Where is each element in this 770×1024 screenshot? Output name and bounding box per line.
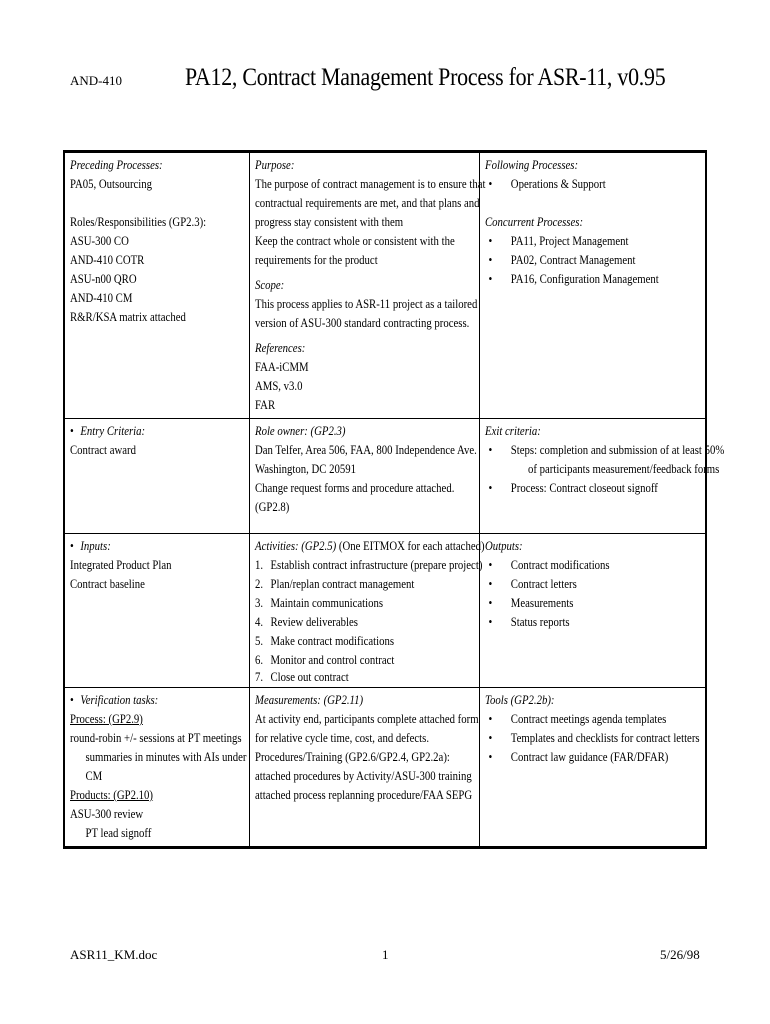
role-item: AND-410 CM: [70, 291, 133, 305]
concurrent-item: PA02, Contract Management: [510, 253, 636, 267]
list-item: [485, 251, 700, 270]
entry-label: Entry Criteria:: [80, 424, 146, 438]
entry-item: Contract award: [70, 443, 136, 457]
list-item: [485, 479, 700, 498]
products-label: Products: (GP2.10): [70, 788, 154, 802]
list-item: [485, 594, 700, 613]
products-line: ASU-300 review: [70, 807, 144, 821]
measurements-line: attached process replanning procedure/FAA SEPG: [254, 788, 473, 802]
activities-label: Activities: (GP2.5): [254, 539, 337, 553]
output-item: Status reports: [510, 615, 570, 629]
outputs-cell: [479, 534, 706, 688]
tools-label: Tools (GP2.2b):: [484, 693, 555, 707]
list-item: [485, 729, 700, 748]
references-label: References:: [254, 341, 306, 355]
process-line: CM: [85, 769, 103, 783]
input-item: Contract baseline: [70, 577, 145, 591]
bullet-icon: •: [488, 558, 492, 572]
preceding-item: PA05, Outsourcing: [70, 177, 153, 191]
bullet-icon: •: [488, 596, 492, 610]
following-label: Following Processes:: [484, 158, 578, 172]
list-item: 6. Monitor and control contract: [254, 653, 395, 667]
activity-item: Close out contract: [270, 670, 349, 684]
reference-item: FAR: [254, 398, 276, 412]
owner-line: Change request forms and procedure attached.: [254, 481, 455, 495]
exit-item-continued: of participants measurement/feedback forms: [527, 462, 720, 476]
bullet-icon: •: [488, 272, 492, 286]
purpose-line: The purpose of contract management is to ensure that: [254, 177, 486, 191]
measurements-label: Measurements: (GP2.11): [254, 693, 363, 707]
owner-line: (GP2.8): [254, 500, 290, 514]
footer-page-number: 1: [382, 947, 389, 962]
bullet-icon: •: [488, 177, 492, 191]
list-item: [485, 175, 700, 194]
tools-cell: [479, 688, 706, 848]
roles-label: Roles/Responsibilities (GP2.3):: [70, 215, 207, 229]
products-line: PT lead signoff: [85, 826, 152, 840]
list-item: 1. Establish contract infrastructure (prepare project): [254, 558, 483, 572]
reference-item: FAA-iCMM: [254, 360, 309, 374]
following-cell: [479, 152, 706, 419]
verification-label: Verification tasks:: [80, 693, 159, 707]
table-row: [64, 419, 706, 534]
measurements-cell: [249, 688, 479, 848]
list-item: 7. Close out contract: [254, 670, 349, 684]
scope-line: version of ASU-300 standard contracting process.: [254, 316, 470, 330]
bullet-icon: •: [488, 234, 492, 248]
process-line: summaries in minutes with AIs under: [85, 750, 247, 764]
process-line: round-robin +/- sessions at PT meetings: [70, 731, 242, 745]
exit-item: Process: Contract closeout signoff: [510, 481, 658, 495]
verification-cell: [64, 688, 249, 848]
footer-date: 5/26/98: [660, 947, 700, 962]
activities-cell: [249, 534, 485, 688]
exit-cell: [479, 419, 725, 534]
owner-cell: [249, 419, 479, 534]
inputs-label: Inputs:: [80, 539, 111, 553]
list-item: [485, 232, 700, 251]
bullet-icon: •: [488, 253, 492, 267]
output-item: Contract modifications: [510, 558, 610, 572]
list-item: [485, 556, 700, 575]
list-item: 2. Plan/replan contract management: [254, 577, 415, 591]
outputs-label: Outputs:: [484, 539, 523, 553]
measurements-line: Procedures/Training (GP2.6/GP2.4, GP2.2a):: [254, 750, 450, 764]
purpose-line: requirements for the product: [254, 253, 378, 267]
following-item: Operations & Support: [510, 177, 606, 191]
bullet-icon: •: [488, 750, 492, 764]
scope-label: Scope:: [254, 278, 285, 292]
tool-item: Contract law guidance (FAR/DFAR): [510, 750, 669, 764]
tool-item: Templates and checklists for contract letters: [510, 731, 700, 745]
role-item: R&R/KSA matrix attached: [70, 310, 186, 324]
output-item: Contract letters: [510, 577, 577, 591]
bullet-icon: •: [488, 712, 492, 726]
list-item: 5. Make contract modifications: [254, 634, 394, 648]
process-table: [63, 150, 725, 849]
preceding-cell: [64, 152, 249, 419]
purpose-line: Keep the contract whole or consistent with the: [254, 234, 455, 248]
exit-label: Exit criteria:: [484, 424, 541, 438]
owner-line: Washington, DC 20591: [254, 462, 356, 476]
activity-item: Review deliverables: [270, 615, 358, 629]
bullet-icon: •: [70, 693, 74, 707]
activity-item: Establish contract infrastructure (prepare project): [270, 558, 483, 572]
list-item: 4. Review deliverables: [254, 615, 358, 629]
measurements-line: for relative cycle time, cost, and defects.: [254, 731, 429, 745]
concurrent-item: PA11, Project Management: [510, 234, 629, 248]
activity-item: Plan/replan contract management: [270, 577, 415, 591]
purpose-cell: [249, 152, 486, 419]
list-item: 3. Maintain communications: [254, 596, 383, 610]
measurements-line: attached procedures by Activity/ASU-300 training: [254, 769, 472, 783]
list-item: [485, 710, 700, 729]
table-row: [64, 688, 706, 848]
inputs-cell: [64, 534, 249, 688]
exit-item: Steps: completion and submission of at least 50%: [510, 443, 725, 457]
table-row: [64, 152, 706, 419]
purpose-line: progress stay consistent with them: [254, 215, 403, 229]
bullet-icon: •: [488, 481, 492, 495]
process-label: Process: (GP2.9): [70, 712, 143, 726]
role-item: ASU-300 CO: [70, 234, 129, 248]
list-item: [485, 575, 700, 594]
list-item: [485, 270, 700, 289]
document-id: AND-410: [70, 73, 122, 88]
table-row: [64, 534, 706, 688]
reference-item: AMS, v3.0: [254, 379, 303, 393]
activities-note: (One EITMOX for each attached): [336, 539, 485, 553]
role-item: ASU-n00 QRO: [70, 272, 137, 286]
bullet-icon: •: [488, 577, 492, 591]
measurements-line: At activity end, participants complete attached form: [254, 712, 479, 726]
concurrent-item: PA16, Configuration Management: [510, 272, 659, 286]
bullet-icon: •: [488, 443, 492, 457]
purpose-line: contractual requirements are met, and that plans and: [254, 196, 480, 210]
activity-item: Maintain communications: [270, 596, 383, 610]
list-item: [485, 441, 725, 460]
owner-line: Dan Telfer, Area 506, FAA, 800 Independence Ave.: [254, 443, 477, 457]
bullet-icon: •: [70, 424, 74, 438]
entry-cell: [64, 419, 249, 534]
role-item: AND-410 COTR: [70, 253, 145, 267]
scope-line: This process applies to ASR-11 project as a tailored: [254, 297, 478, 311]
activity-item: Monitor and control contract: [270, 653, 395, 667]
output-item: Measurements: [510, 596, 574, 610]
owner-label: Role owner: (GP2.3): [254, 424, 346, 438]
preceding-label: Preceding Processes:: [70, 158, 163, 172]
document-title: PA12, Contract Management Process for ASR-11, v0.95: [185, 62, 666, 91]
bullet-icon: •: [488, 615, 492, 629]
activity-item: Make contract modifications: [270, 634, 394, 648]
bullet-icon: •: [488, 731, 492, 745]
concurrent-label: Concurrent Processes:: [484, 215, 583, 229]
purpose-label: Purpose:: [254, 158, 295, 172]
bullet-icon: •: [70, 539, 74, 553]
input-item: Integrated Product Plan: [70, 558, 172, 572]
list-item: [485, 613, 700, 632]
tool-item: Contract meetings agenda templates: [510, 712, 667, 726]
list-item: [485, 748, 700, 767]
footer-filename: ASR11_KM.doc: [70, 947, 158, 962]
